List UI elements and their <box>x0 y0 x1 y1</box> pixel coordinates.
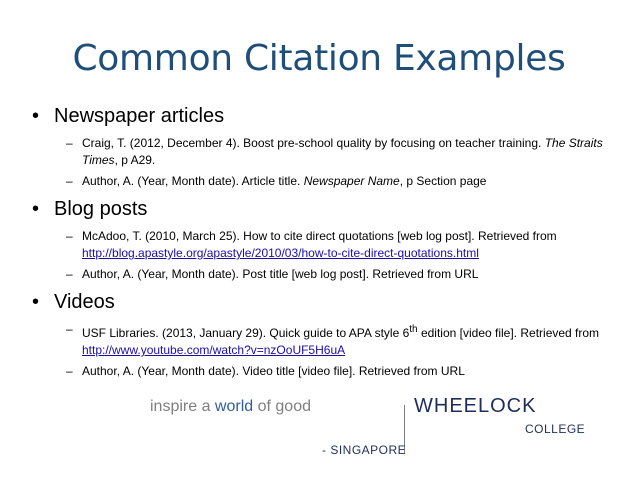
list-item <box>66 228 622 262</box>
citation-post: , p Section page <box>399 174 487 188</box>
list-item <box>66 363 622 380</box>
dash-icon: – <box>66 322 73 336</box>
list-item <box>66 173 622 190</box>
slide-title: Common Citation Examples <box>72 38 566 79</box>
citation-pre: Craig, T. (2012, December 4). Boost pre-school quality by focusing on teacher training. <box>82 136 545 150</box>
bullet-dot-icon: • <box>32 198 40 220</box>
citation-pre: McAdoo, T. (2010, March 25). How to cite direct quotations [web log post]. Retrieved from <box>82 229 557 243</box>
citation-post: , p A29. <box>114 153 156 167</box>
dash-icon: – <box>66 174 73 188</box>
sub-list <box>66 321 622 380</box>
citation-italic: The Straits Times <box>82 136 603 167</box>
citation-italic: Newspaper Name <box>303 174 400 188</box>
footer-tagline <box>150 398 311 416</box>
blog-link[interactable]: http://blog.apastyle.org/apastyle/2010/03/how-to-cite-direct-quotations.html <box>82 246 479 260</box>
citation-mid: edition [video file]. Retrieved from <box>417 326 600 340</box>
citation-superscript: th <box>409 324 418 335</box>
section-videos <box>32 289 622 380</box>
bullet-videos <box>32 289 622 315</box>
citation-text <box>82 135 622 169</box>
section-blog <box>32 196 622 283</box>
citation-text: Author, A. (Year, Month date). Video title [video file]. Retrieved from URL <box>82 364 465 378</box>
section-heading: Newspaper articles <box>54 105 225 127</box>
dash-icon: – <box>66 229 73 243</box>
logo-location: - SINGAPORE <box>322 443 407 457</box>
bullet-dot-icon: • <box>32 105 40 127</box>
citation-pre: Author, A. (Year, Month date). Article title. <box>82 174 304 188</box>
citation-text <box>82 228 622 262</box>
logo-wordmark: WHEELOCK <box>414 395 537 417</box>
dash-icon: – <box>66 136 73 150</box>
list-item <box>66 266 622 283</box>
section-newspaper <box>32 103 622 190</box>
bullet-newspaper <box>32 103 622 129</box>
citation-pre: USF Libraries. (2013, January 29). Quick guide to APA style 6 <box>82 326 410 340</box>
citation-text <box>82 321 622 359</box>
list-item <box>66 135 622 169</box>
logo-college: COLLEGE <box>525 422 586 436</box>
citation-text: Author, A. (Year, Month date). Post title [web log post]. Retrieved from URL <box>82 267 479 281</box>
sub-list <box>66 228 622 283</box>
tagline-part: inspire a <box>150 398 215 415</box>
dash-icon: – <box>66 364 73 378</box>
dash-icon: – <box>66 267 73 281</box>
section-heading: Blog posts <box>54 198 148 220</box>
sub-list <box>66 135 622 190</box>
bullet-blog <box>32 196 622 222</box>
section-heading: Videos <box>54 291 115 313</box>
tagline-accent: world <box>214 398 254 415</box>
bullet-dot-icon: • <box>32 291 40 313</box>
list-item <box>66 321 622 359</box>
citation-text <box>82 173 622 190</box>
slide-content <box>32 103 622 386</box>
tagline-part: of good <box>253 398 311 415</box>
video-link[interactable]: http://www.youtube.com/watch?v=nzOoUF5H6uA <box>82 343 346 357</box>
